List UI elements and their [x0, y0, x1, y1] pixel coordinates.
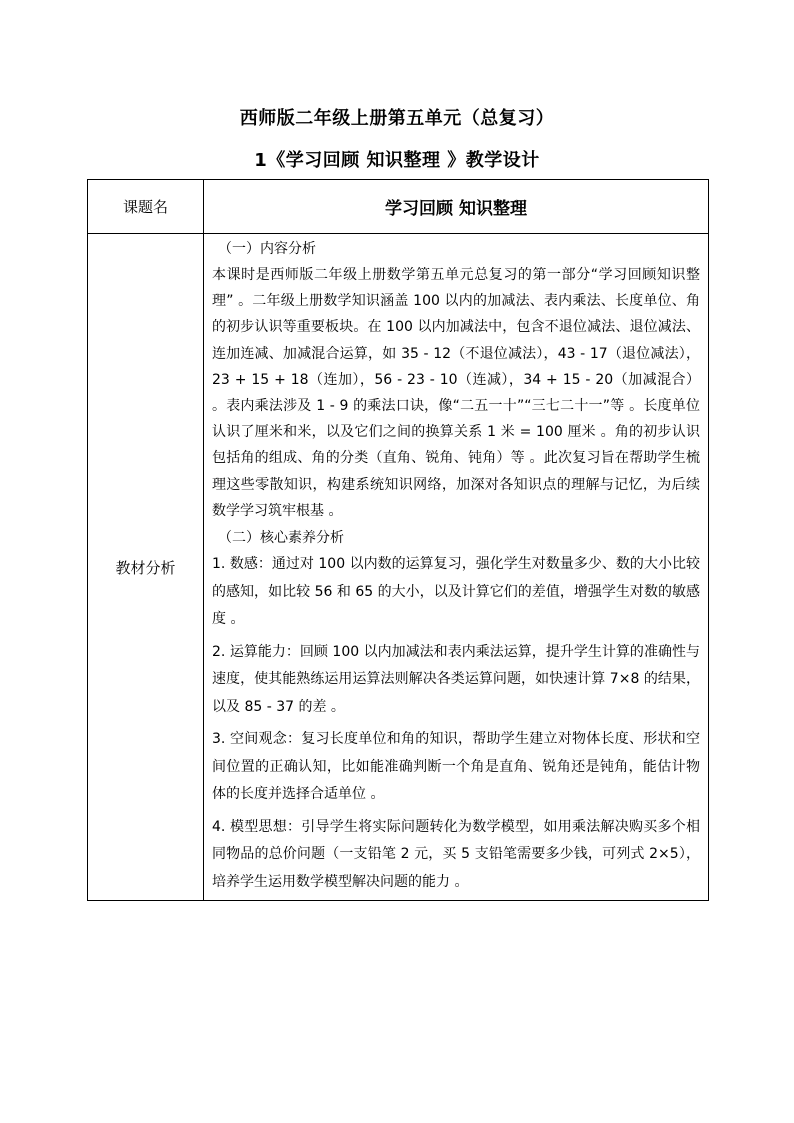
- literacy-item-number-sense: 1. 数感：通过对 100 以内数的运算复习，强化学生对数量多少、数的大小比较的感知，如比较 56 和 65 的大小，以及计算它们的差值，增强学生对数的敏感度 。: [212, 556, 700, 628]
- topic-value-cell: 学习回顾 知识整理: [204, 180, 709, 234]
- content-analysis-heading: （一）内容分析: [218, 241, 316, 257]
- literacy-item-spatial: 3. 空间观念：复习长度单位和角的知识，帮助学生建立对物体长度、形状和空间位置的正确认知，比如能准确判断一个角是直角、锐角还是钝角，能估计物体的长度并选择合适单位 。: [212, 731, 700, 803]
- topic-label-cell: 课题名: [88, 180, 204, 234]
- document-subtitle: 1《学习回顾 知识整理 》教学设计: [254, 150, 540, 171]
- literacy-item-modeling: 4. 模型思想：引导学生将实际问题转化为数学模型，如用乘法解决购买多个相同物品的总价问题（一支铅笔 2 元，买 5 支铅笔需要多少钱，可列式 2×5），培养学生运用数学模型解决问题的能力 。: [212, 818, 700, 890]
- document-title: 西师版二年级上册第五单元（总复习）: [239, 108, 555, 129]
- lesson-plan-table: [87, 179, 709, 901]
- analysis-label-cell: 教材分析: [88, 234, 204, 901]
- analysis-content-cell: [204, 234, 709, 901]
- table-row-analysis: [88, 234, 709, 901]
- table-row-topic: [88, 180, 709, 234]
- literacy-item-computation: 2. 运算能力：回顾 100 以内加减法和表内乘法运算，提升学生计算的准确性与速度，使其能熟练运用运算法则解决各类运算问题，如快速计算 7×8 的结果，以及 85 - 37 的差 。: [212, 643, 700, 715]
- content-analysis-paragraph: 本课时是西师版二年级上册数学第五单元总复习的第一部分“学习回顾知识整理” 。二年级上册数学知识涵盖 100 以内的加减法、表内乘法、长度单位、角的初步认识等重要板块。在 100 以内加减法中，包含不退位减法、退位减法、连加连减、加减混合运算，如 35 - 12（不退位减法），43 - 17（退位减法），23 + 15 + 18（连加），56 - 23 - 10（连减），34 + 15 - 20（加减混合） 。表内乘法涉及 1 - 9 的乘法口诀，像“二五一十”“三七二十一”等 。长度单位认识了厘米和米，以及它们之间的换算关系 1 米 = 100 厘米 。角的初步认识包括角的组成、角的分类（直角、锐角、钝角）等 。此次复习旨在帮助学生梳理这些零散知识，构建系统知识网络，加深对各知识点的理解与记忆，为后续数学学习筑牢根基 。: [212, 267, 700, 519]
- core-literacy-heading: （二）核心素养分析: [218, 530, 344, 547]
